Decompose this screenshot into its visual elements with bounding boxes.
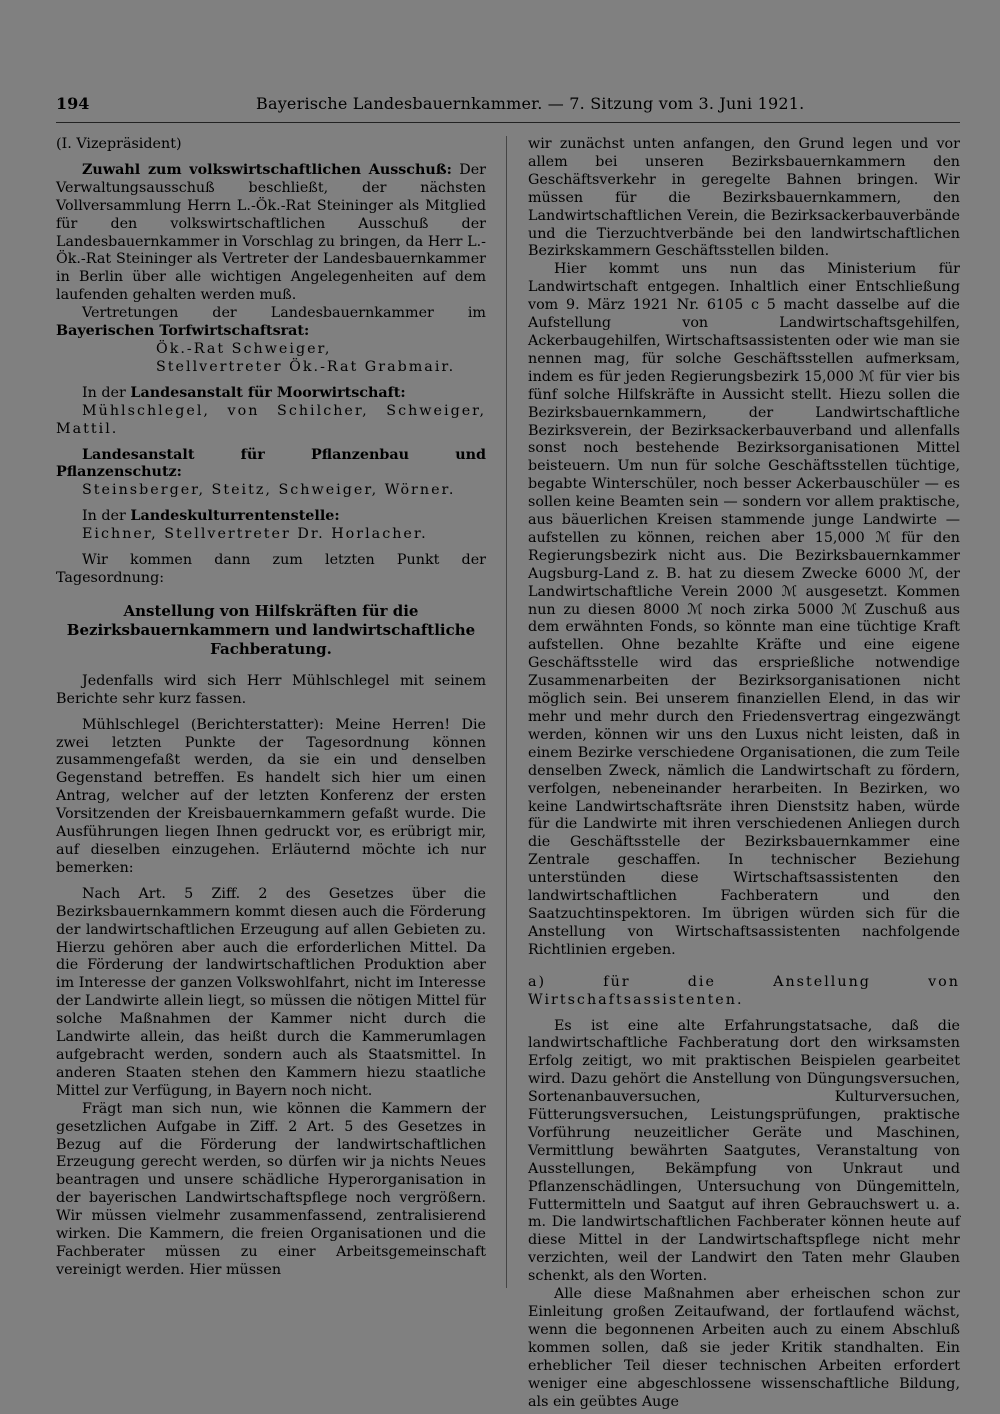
paragraph — [56, 162, 486, 305]
paragraph: Frägt man sich nun, wie können die Kammern der gesetzlichen Aufgabe in Ziff. 2 Art. 5 des Gesetzes in Bezug auf die Förderung der landwirtschaftlichen Erzeugung gerecht werden, so dürfen wir ja nichts Neues beantragen und unsere schädliche Hyperorganisation in der bayerischen Landwirtschaftspflege noch vergrößern. Wir müssen vielmehr zusammenfassend, zentralisierend wirken. Die Kammern, die freien Organisationen und die Fachberater müssen zu einer Arbeitsgemeinschaft vereinigt werden. Hier müssen — [56, 1100, 486, 1278]
paragraph: Mühlschlegel (Berichterstatter): Meine Herren! Die zwei letzten Punkte der Tagesordnung können zusammengefaßt werden, da sie ein und denselben Gegenstand betreffen. Es handelt sich hier um einen Antrag, welcher auf der letzten Konferenz der ersten Vorsitzenden der Kreisbauernkammern gefaßt wurde. Die Ausführungen liegen Ihnen gedruckt vor, es erübrigt mir, auf dieselben einzugehen. Erläuternd möchte ich nur bemerken: — [56, 716, 486, 876]
paragraph — [56, 305, 486, 341]
name-list: Steinsberger, Steitz, Schweiger, Wörner. — [82, 482, 456, 499]
right-column — [528, 136, 960, 1411]
header-rule — [56, 122, 960, 123]
page-header — [56, 94, 960, 118]
paragraph-text: Vertretungen der Landesbauernkammer im — [82, 305, 486, 322]
paragraph-text: Der Verwaltungsausschuß beschließt, der nächsten Vollversammlung Herrn L.-Ök.-Rat Steininger als Mitglied für den volkswirtschaftlichen Ausschuß der Landesbauernkammer in Vorschlag zu bringen, da Herr L.-Ök.-Rat Steininger als Vertreter der Landesbauernkammer in Berlin über alle wichtigen Angelegenheiten auf dem laufenden gehalten werden muß. — [56, 161, 486, 304]
name-list: Mühlschlegel, von Schilcher, Schweiger, Mattil. — [56, 402, 486, 437]
paragraph: Es ist eine alte Erfahrungstatsache, daß die landwirtschaftliche Fachberatung dort den wirksamsten Erfolg zeitigt, wo mit praktischen Beispielen gearbeitet wird. Dazu gehört die Anstellung von Düngungsversuchen, Sortenanbauversuchen, Kulturversuchen, Fütterungsversuchen, Leistungsprüfungen, praktische Vorführung neuzeitlicher Geräte und Maschinen, Vermittlung bewährten Saatgutes, Veranstaltung von Ausstellungen, Bekämpfung von Unkraut und Pflanzenschädlingen, Untersuchung von Düngemitteln, Futtermitteln und Saatgut auf ihren Gebrauchswert u. a. m. Die landwirtschaftlichen Fachberater können heute auf diese Mittel in der Landwirtschaftspflege nicht mehr verzichten, weil der Landwirt den Taten mehr Glauben schenkt, als den Worten. — [528, 1017, 960, 1285]
name-line: Ök.-Rat Schweiger, — [156, 340, 332, 357]
paragraph-title: Landesanstalt für Moorwirtschaft: — [130, 384, 406, 401]
paragraph-title: Landesanstalt für Pflanzenbau und Pflanzenschutz: — [56, 446, 486, 481]
name-list: Eichner, Stellvertreter Dr. Horlacher. — [82, 526, 428, 543]
paragraph-title: Bayerischen Torfwirtschaftsrat: — [56, 323, 310, 340]
running-title: Bayerische Landesbauernkammer. — 7. Sitzung vom 3. Juni 1921. — [256, 94, 805, 113]
paragraph: Wir kommen dann zum letzten Punkt der Tagesordnung: — [56, 552, 486, 586]
left-column — [56, 136, 486, 1280]
paragraph-text: In der — [82, 384, 131, 401]
paragraph: Jedenfalls wird sich Herr Mühlschlegel mit seinem Berichte sehr kurz fassen. — [56, 672, 486, 707]
paragraph-title: Zuwahl zum volkswirtschaftlichen Ausschuß: — [82, 161, 452, 178]
section-heading: Anstellung von Hilfskräften für die Bezirksbauernkammern und landwirtschaftliche Fachberatung. — [66, 601, 476, 658]
column-divider — [506, 136, 507, 1288]
paragraph-title: Landeskulturrentenstelle: — [130, 508, 340, 525]
paragraph: Nach Art. 5 Ziff. 2 des Gesetzes über die Bezirksbauernkammern kommt diesen auch die Förderung der landwirtschaftlichen Erzeugung auf allen Gebieten zu. Hierzu gehören aber auch die erforderlichen Mittel. Da die Förderung der landwirtschaftlichen Produktion aber im Interesse der ganzen Volkswohlfahrt, nicht im Interesse der Landwirte allein liegt, so müssen die nötigen Mittel für solche Maßnahmen der Kammer nicht durch die Landwirte allein, das heißt durch die Kammerumlagen aufgebracht werden, sondern auch als Staatsmittel. In anderen Staaten stehen den Kammern hiezu staatliche Mittel zur Verfügung, in Bayern noch nicht. — [56, 885, 486, 1099]
paragraph: Hier kommt uns nun das Ministerium für Landwirtschaft entgegen. Inhaltlich einer Entschließung vom 9. März 1921 Nr. 6105 c 5 macht dasselbe auf die Aufstellung von Landwirtschaftsgehilfen, Ackerbaugehilfen, Wirtschaftsassistenten oder wie man sie nennen mag, für solche Geschäftsstellen aufmerksam, indem es für jeden Regierungsbezirk 15,000 ℳ für vier bis fünf solche Hilfskräfte in Aussicht stellt. Hiezu sollen die Bezirksbauernkammern, der Landwirtschaftliche Bezirksverein, der Bezirksackerbauverband und allenfalls sonst noch bestehende Bezirksorganisationen Mittel beisteuern. Um nun für solche Geschäftsstellen tüchtige, begabte Winterschüler, noch besser Ackerbauschüler — es sollen keine Beamten sein — sondern vor allem praktische, aus bäuerlichen Kreisen stammende junge Landwirte — aufstellen zu können, reichen aber 15,000 ℳ für den Regierungsbezirk nicht aus. Die Bezirksbauernkammer Augsburg-Land z. B. hat zu diesem Zwecke 6000 ℳ, der Landwirtschaftliche Verein 2000 ℳ ausgesetzt. Kommen nun zu diesen 8000 ℳ noch zirka 5000 ℳ Zuschuß aus dem erwähnten Fonds, so könnte man eine tüchtige Kraft aufstellen. Ohne bezahlte Kräfte und eine eigene Geschäftsstelle wird das ersprießliche notwendige Zusammenarbeiten der Bezirksorganisationen nicht möglich sein. Bei unserem finanziellen Elend, in das wir mehr und mehr durch den Friedensvertrag eingezwängt werden, können wir uns den Luxus nicht leisten, daß in einem Bezirke verschiedene Organisationen, die zum Teile denselben Zweck, nämlich die Landwirtschaft zu fördern, verfolgen, nebeneinander herarbeiten. In Bezirken, wo keine Landwirtschaftsräte ihren Dienstsitz haben, würde für die Landwirte mit ihren verschiedenen Anliegen durch die Geschäftsstelle der Bezirksbauernkammer eine Zentrale geschaffen. In technischer Beziehung unterstünden diese Wirtschaftsassistenten den landwirtschaftlichen Fachberatern und den Saatzuchtinspektoren. Im übrigen würden sich für die Anstellung von Wirtschaftsassistenten nachfolgende Richtlinien ergeben. — [528, 261, 960, 958]
paragraph — [56, 385, 486, 403]
paragraph: Alle diese Maßnahmen aber erheischen schon zur Einleitung großen Zeitaufwand, der fortlaufend wächst, wenn die begonnenen Arbeiten auch zu einem Abschluß kommen sollen, daß sie jeder Kritik standhalten. Ein erheblicher Teil dieser technischen Arbeiten erfordert weniger eine abgeschlossene wissenschaftliche Bildung, als ein geübtes Auge — [528, 1286, 960, 1410]
name-line: Stellvertreter Ök.-Rat Grabmair. — [156, 358, 456, 375]
speaker-label: (I. Vizepräsident) — [56, 136, 182, 152]
paragraph-text: In der — [82, 508, 131, 525]
paragraph: wir zunächst unten anfangen, den Grund legen und vor allem bei unseren Bezirksbauernkammern den Geschäftsverkehr in geregelte Bahnen bringen. Wir müssen für die Bezirksbauernkammern, den Landwirtschaftlichen Verein, die Bezirksackerbauverbände und die Tierzuchtverbände bei den landwirtschaftlichen Bezirkskammern Geschäftsstellen bilden. — [528, 136, 960, 260]
paragraph — [56, 508, 486, 526]
subsection-heading: a) für die Anstellung von Wirtschaftsassistenten. — [528, 973, 960, 1008]
page-number: 194 — [56, 94, 90, 113]
